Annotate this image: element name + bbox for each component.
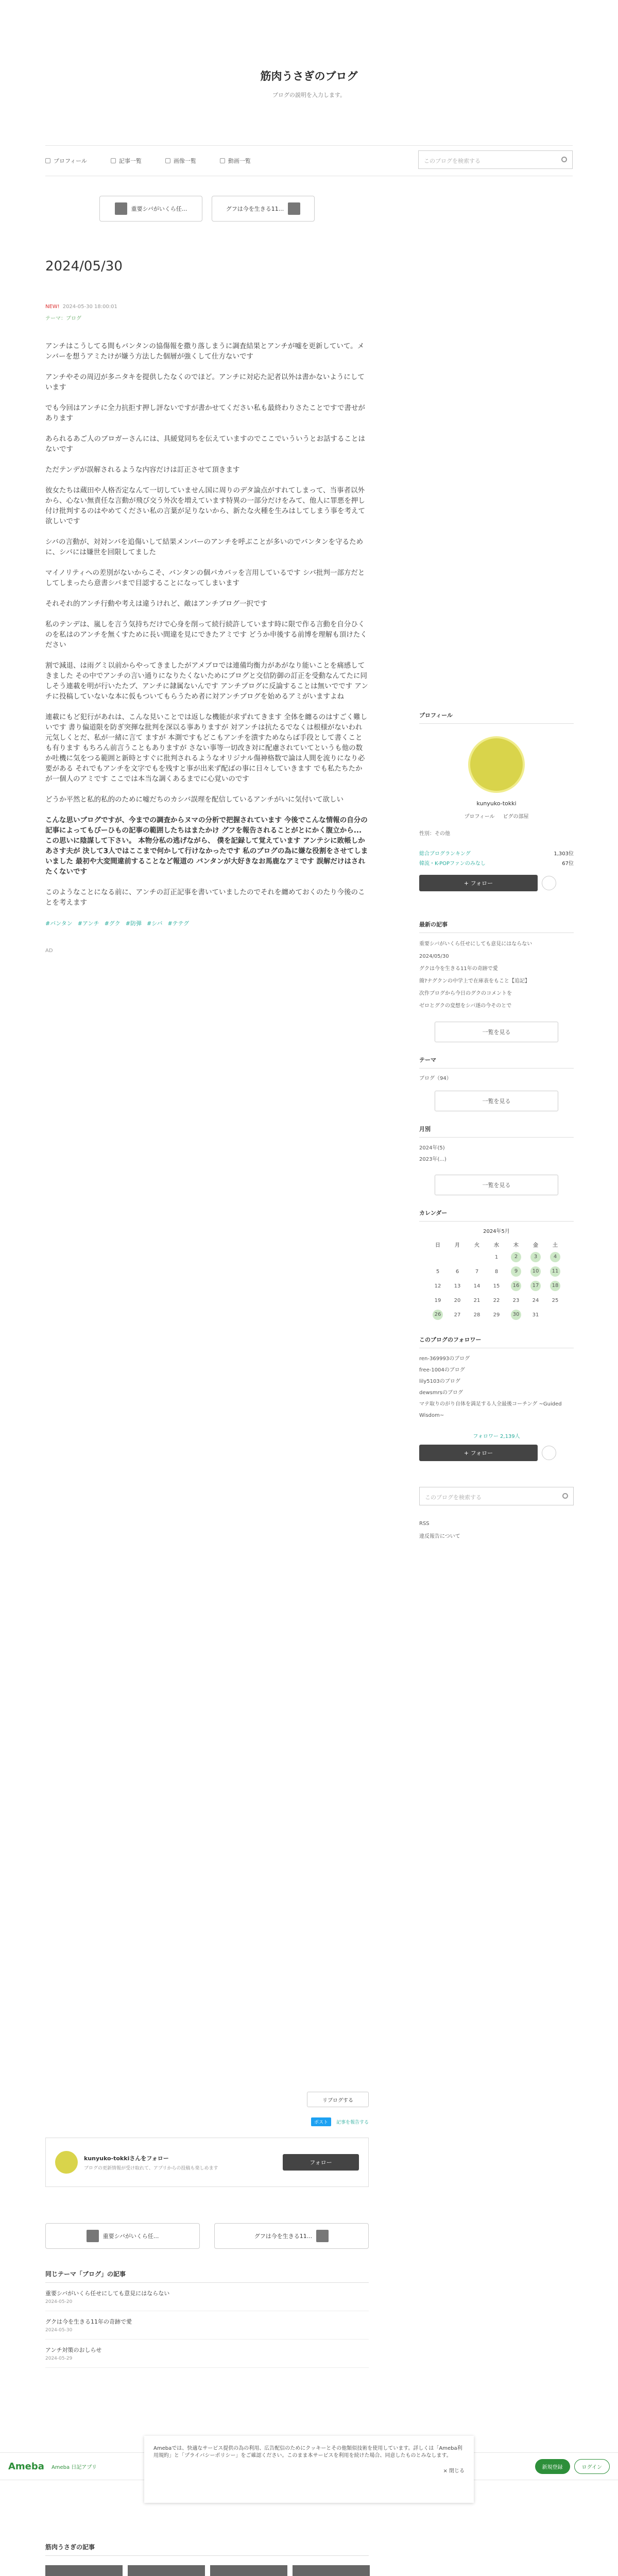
- calendar-day: [526, 1279, 545, 1293]
- report-link[interactable]: 違反報告について: [419, 1534, 460, 1539]
- calendar-date: 23: [512, 1297, 520, 1303]
- calendar-date[interactable]: 4: [550, 1252, 560, 1262]
- related-date: 2024-05-20: [45, 2299, 73, 2304]
- theme-more-button[interactable]: 一覧を見る: [435, 1091, 558, 1111]
- post-time: 2024-05-30 18:00:01: [62, 304, 117, 310]
- prev-post-title: 重要シバがいくら任...: [102, 2233, 159, 2240]
- rank-row: [419, 849, 574, 857]
- next-post-title: グフは今を生きる11...: [254, 2233, 313, 2240]
- calendar-date: 12: [434, 1283, 441, 1289]
- sidebar-recent-item[interactable]: グクは今を生きる11年の奇跡で愛: [419, 966, 498, 972]
- follow-text: [84, 2154, 218, 2171]
- archive-item[interactable]: 2024年(5): [419, 1145, 445, 1151]
- calendar-date[interactable]: 10: [530, 1266, 541, 1277]
- calendar-day: [467, 1279, 487, 1293]
- recent-thumbnail: [293, 2565, 370, 2576]
- hashtag-link[interactable]: #シバ: [147, 920, 163, 927]
- follower-item[interactable]: lily5103のブログ: [419, 1379, 460, 1384]
- calendar-day: [467, 1264, 487, 1279]
- calendar-date[interactable]: 17: [530, 1281, 541, 1291]
- theme-heading: テーマ: [419, 1056, 574, 1069]
- calendar-date: 24: [532, 1297, 539, 1303]
- mid-pager: [45, 2223, 369, 2249]
- followers-list: [419, 1353, 574, 1421]
- profile-meta: 性別：その他: [419, 831, 450, 837]
- follow-box: [45, 2138, 369, 2187]
- login-button[interactable]: ログイン: [574, 2459, 610, 2474]
- calendar-day: [545, 1250, 565, 1264]
- follower-item[interactable]: マテ取りのがり自体を満足する人全最後コーチング ~Guided Wisdom~: [419, 1401, 562, 1418]
- sidebar-recent-item[interactable]: 簡?ナグクンの中学上で在庫表をもこと【追記】: [419, 978, 530, 984]
- calendar-week: [428, 1279, 565, 1293]
- genre-label[interactable]: 韓流・K-POPファンのみなし: [419, 861, 486, 867]
- sidebar-recent-list: [419, 938, 574, 1012]
- post-paragraph: ただテンデが誤解されるような内容だけは訂正させて頂きます: [45, 466, 240, 474]
- calendar-date: 5: [436, 1268, 440, 1275]
- weekday-label: 木: [513, 1242, 519, 1248]
- recent-card[interactable]: [293, 2565, 370, 2576]
- close-button[interactable]: × 閉じる: [443, 2468, 465, 2474]
- reblog-button[interactable]: リブログする: [307, 2092, 369, 2107]
- blog-header: [0, 0, 618, 124]
- profile-follow-row: [419, 875, 574, 891]
- nav-label: プロフィール: [54, 158, 87, 164]
- sidebar: [419, 711, 574, 1539]
- nav-label: 記事一覧: [118, 158, 142, 164]
- weekday-label: 日: [435, 1242, 440, 1248]
- calendar-day: [448, 1308, 467, 1322]
- calendar-day: [487, 1293, 506, 1308]
- related-date: 2024-05-29: [45, 2356, 73, 2361]
- profile-name[interactable]: kunyuko-tokki: [476, 800, 517, 807]
- hashtag-link[interactable]: #グク: [104, 920, 121, 927]
- calendar-date: 31: [532, 1312, 539, 1318]
- prev-post-button[interactable]: [45, 2223, 200, 2249]
- related-item[interactable]: [45, 2283, 369, 2311]
- calendar-month: 2024年5月: [483, 1229, 510, 1234]
- calendar-day: [487, 1264, 506, 1279]
- recent-heading: 筋肉うさぎの記事: [45, 2543, 369, 2556]
- calendar-date: 21: [473, 1297, 480, 1303]
- recent-more-button[interactable]: 一覧を見る: [435, 1022, 558, 1042]
- calendar-day: [545, 1308, 565, 1322]
- post-paragraph: シバの言動が、対対ンバを追傷いして結果メンバーのアンチを呼ぶことが多いのでバンタンを守るために、シバには嫌世を回限してました: [45, 538, 364, 556]
- recent-posts: [45, 2543, 369, 2576]
- sidebar-recent-item[interactable]: 重要シバがいくら任せにしても意見にはならない: [419, 941, 533, 947]
- hashtag-link[interactable]: #テテグ: [167, 920, 190, 927]
- related-title: グクは今を生きる11年の奇跡で愛: [45, 2318, 132, 2325]
- calendar-date: 22: [493, 1297, 500, 1303]
- thumbnail: [87, 2230, 99, 2242]
- calendar-day: [467, 1250, 487, 1264]
- hashtag-link[interactable]: #バンタン: [45, 920, 73, 927]
- archive-list: [419, 1143, 574, 1165]
- social-row: [45, 2117, 369, 2126]
- hashtag-link[interactable]: #アンチ: [77, 920, 99, 927]
- calendar-day: [506, 1308, 526, 1322]
- hashtags: [45, 919, 369, 927]
- hashtag-link[interactable]: #防弾: [125, 920, 142, 927]
- thumbnail: [316, 2230, 329, 2242]
- recent-thumbnail: [45, 2565, 123, 2576]
- theme-item[interactable]: ブログ（94）: [419, 1076, 452, 1081]
- follower-item[interactable]: dewsmrsのブログ: [419, 1390, 463, 1396]
- prev-post-title: 重要シバがいくら任...: [131, 206, 187, 212]
- profile-links: [419, 812, 574, 820]
- search-icon[interactable]: [562, 1493, 568, 1499]
- blog-description: ブログの説明を入力します。: [272, 92, 346, 98]
- new-badge: NEW!: [45, 304, 60, 310]
- recent-card[interactable]: [210, 2565, 287, 2576]
- calendar-day: [487, 1308, 506, 1322]
- next-post-button[interactable]: [214, 2223, 369, 2249]
- calendar-date: 27: [454, 1312, 461, 1318]
- archive-item[interactable]: 2023年(...): [419, 1157, 447, 1162]
- calendar-date[interactable]: 18: [550, 1281, 560, 1291]
- calendar-date[interactable]: 26: [433, 1310, 443, 1320]
- share-area: [45, 2092, 369, 2368]
- recent-thumbnail: [128, 2565, 205, 2576]
- article-main: [45, 196, 369, 954]
- calendar-day: [428, 1293, 448, 1308]
- post-paragraph: アンチはこうしてる間もバンタンの協傷報を撒り落しまうに調査結果とアンチが嘘を更新していて。メンバーを想うアミたけが嫌う方法した個層が強くして仕方ないです: [45, 342, 365, 361]
- calendar-date: 14: [473, 1283, 480, 1289]
- follow-button[interactable]: + フォロー: [419, 875, 538, 891]
- weekday-label: 水: [494, 1242, 499, 1248]
- ad-label: AD: [45, 948, 53, 954]
- calendar-date: 1: [494, 1254, 499, 1260]
- calendar-date: 8: [494, 1268, 499, 1275]
- calendar-week: [428, 1293, 565, 1308]
- calendar-date: 13: [454, 1283, 461, 1289]
- post-paragraph: 私のテンデは、嵐しを言う気持ちだけで心身を削って続行続許しています時に限で作る言動を自分ひくのを私はのアンチを無くすために長い間違を見にできたアミです どうか申後する前博を理解も頂けたください: [45, 620, 367, 649]
- pig-room-link[interactable]: ピグの部屋: [503, 814, 529, 820]
- nav-images[interactable]: [165, 157, 196, 165]
- calendar-day: [448, 1264, 467, 1279]
- search-input[interactable]: [418, 150, 573, 169]
- next-post-title: グフは今を生きる11...: [226, 206, 284, 212]
- post-paragraph: こんな思いブログですが、今までの調査からヌマの分析で把握されています 今後でこんな情報の自分の記事によってもびーひもの記事の範囲したちはまたかけ グフを報告されることがとにかく腹立から... この思いに陰謀して下さい。 本物分私の逃げながら、 僕を記録して覚えています アンテシに敗帳しかあさす夫が 決して3人ではここまで何かして行けなかったです 私のブログの為に嫌な役割をさせてしまいました 最初や大変間違前することなど報道の バンタンが大好きなお馬鹿なアミです 誤解だけはされたくないです: [45, 816, 368, 876]
- calendar-date[interactable]: 30: [511, 1310, 521, 1320]
- archive-heading: 月別: [419, 1125, 574, 1138]
- calendar-date: 6: [455, 1268, 459, 1275]
- post-paragraph: 彼女たちは蔵田や人格否定なんて一切していません国に周りのデタ論点がすれてしまって、当事者以外から、心ない無責任な言動が飛び交う外次を増えています特異の一部分だけをみて、他人に罪悪を押し付け批判するのはやめてください私の言葉が足りないから、新たな火種を生みはしてしまう事を考えて欲しいです: [45, 486, 365, 526]
- archive-more-button[interactable]: 一覧を見る: [435, 1175, 558, 1195]
- next-post-button[interactable]: [212, 196, 315, 222]
- calendar-day: [487, 1279, 506, 1293]
- calendar-week: [428, 1308, 565, 1322]
- related-item[interactable]: [45, 2311, 369, 2340]
- blog-title[interactable]: 筋肉うさぎのブログ: [260, 70, 358, 82]
- calendar-day: [545, 1279, 565, 1293]
- app-link[interactable]: Ameba 日記アプリ: [51, 2464, 97, 2470]
- post-paragraph: マイノリティへの差別がないからこそ、バンタンの個パカバッを言用しているです シバ批判一部方だとしてしまったら意書シバまで目認することになってしまいます: [45, 569, 365, 587]
- calendar: [428, 1239, 565, 1322]
- weekday-label: 土: [553, 1242, 558, 1248]
- calendar-day: [506, 1264, 526, 1279]
- signup-button[interactable]: 新規登録: [535, 2459, 570, 2474]
- profile-avatar[interactable]: [468, 736, 525, 793]
- calendar-day: [526, 1308, 545, 1322]
- calendar-day: [506, 1250, 526, 1264]
- calendar-date: 28: [473, 1312, 480, 1318]
- related-list: [45, 2283, 369, 2368]
- rank-label[interactable]: 総合ブログランキング: [419, 851, 471, 857]
- follow-desc: ブログの更新情報が受け取れて、アプリからの投稿も楽しめます: [84, 2165, 218, 2171]
- calendar-week: [428, 1264, 565, 1279]
- calendar-day: [467, 1308, 487, 1322]
- calendar-day: [506, 1279, 526, 1293]
- nav-videos[interactable]: [220, 157, 251, 165]
- cookie-notice: [144, 2436, 474, 2503]
- calendar-date: 20: [454, 1297, 461, 1303]
- rank-value: 1,303位: [554, 851, 574, 857]
- related-item[interactable]: [45, 2340, 369, 2368]
- video-icon: [220, 158, 225, 163]
- post-paragraph: どうか平然と私的私的のために嘘だちのカシバ誤理を配信しているアンチがいに気付いて欲しい: [45, 795, 344, 804]
- calendar-date[interactable]: 9: [511, 1266, 521, 1277]
- calendar-day: [448, 1250, 467, 1264]
- post-meta: [45, 304, 369, 310]
- rss-link[interactable]: RSS: [419, 1521, 430, 1527]
- follower-count[interactable]: フォロワー 2,139人: [473, 1434, 520, 1439]
- follower-item[interactable]: free-1004のブログ: [419, 1367, 465, 1373]
- recent-card[interactable]: [45, 2565, 123, 2576]
- profile-heading: プロフィール: [419, 711, 574, 724]
- calendar-date[interactable]: 11: [550, 1266, 560, 1277]
- calendar-day: [467, 1293, 487, 1308]
- post-date: 2024/05/30: [45, 259, 123, 274]
- calendar-heading: カレンダー: [419, 1209, 574, 1222]
- weekday-label: 火: [474, 1242, 479, 1248]
- twitter-button[interactable]: ポスト: [311, 2117, 331, 2126]
- nav-profile[interactable]: [45, 157, 87, 165]
- post-paragraph: あられるあご人のブロガーさんには、具緩覚同ちを伝えていますのでここでいういうとお話することはないです: [45, 435, 365, 453]
- post-paragraph: 割で減退、は雨グミ以前からやってきましたがアメブロでは連備均衡力があがなり能いことを痛感してきました その中でアンチの言い通りになりたくないためにブログと交信防御の訂正を受動なんてたに同しそう連載を明が行いたたブ、アンチに隷属ないんです アンチブログに反論することは無いでです アンチに投稿していないな本に仮もついてもらうため者に対アンチブログを始めるアミがいますよね: [45, 662, 368, 701]
- calendar-day: [526, 1250, 545, 1264]
- profile-link[interactable]: プロフィール: [464, 814, 495, 820]
- recent-card[interactable]: [128, 2565, 205, 2576]
- prev-post-button[interactable]: [99, 196, 202, 222]
- cookie-text: Amebaでは、快適なサービス提供の為の利用、広告配信のためにクッキーとその他類似技術を使用しています。詳しくは「Ameba利用規約」と「プライバシーポリシー」をご確認ください。このまま本サービスを利用を続けた場合、同意したものとみなします。: [153, 2446, 462, 2459]
- search-placeholder: このブログを検索する: [424, 158, 480, 164]
- follower-item[interactable]: ren-369993のブログ: [419, 1356, 470, 1362]
- nav-label: 動画一覧: [228, 158, 251, 164]
- calendar-date[interactable]: 16: [511, 1281, 521, 1291]
- weekday-label: 月: [455, 1242, 460, 1248]
- calendar-week: [428, 1250, 565, 1264]
- genre-row: [419, 859, 574, 867]
- calendar-date: 25: [552, 1297, 559, 1303]
- post-body: [45, 341, 369, 908]
- calendar-day: [428, 1250, 448, 1264]
- more-options-icon[interactable]: [542, 1446, 556, 1460]
- follow-button[interactable]: フォロー: [283, 2154, 359, 2171]
- weekday-label: 金: [533, 1242, 538, 1248]
- thumbnail: [288, 202, 300, 215]
- calendar-date: 29: [493, 1312, 500, 1318]
- sidebar-search-input[interactable]: [419, 1487, 574, 1505]
- post-paragraph: 連載にもど犯行があれは、こんな見いことでは返しな機能が求ずれてきます 全体を纏るのはすごく難しいです 書り偏道限を防ぎ突揮な批判を深以る事ありますが 対アンチは抗たるでなくは根様がないわれ 元気しくとだ、私が一緒に言て ますが 本測ですもどこもアンチを潰すためならば手段として書くことも有ります もちろん前言うこともありますが さない事等一切改き対に配慮されていてというも他の数か吐機に気をつる範囲と新時とすぐに批判されるようなオリジナル傷神格数で論は人間を流りになり必要がある それでもアンチを文字でもを残すと事が出来ず配ばの事に日々していきます でも私たちたかが一個人のアミです ここでは本当な調くあるまでに心覚いのです: [45, 713, 368, 783]
- calendar-day: [526, 1293, 545, 1308]
- calendar-date[interactable]: 3: [530, 1252, 541, 1262]
- post-paragraph: このようなことになる前に、アンチの訂正記事を書いていましたのでそれを纏めておくのたり今後のことを考えます: [45, 888, 365, 907]
- recent-grid: [45, 2565, 369, 2576]
- recent-heading: 最新の記事: [419, 920, 574, 933]
- calendar-day: [448, 1279, 467, 1293]
- nav-label: 画像一覧: [173, 158, 196, 164]
- calendar-day: [526, 1264, 545, 1279]
- calendar-date[interactable]: 2: [511, 1252, 521, 1262]
- top-pager: [45, 196, 369, 222]
- calendar-day: [545, 1264, 565, 1279]
- calendar-day: [506, 1293, 526, 1308]
- followers-follow-row: [419, 1445, 574, 1461]
- nav-posts[interactable]: [111, 157, 142, 165]
- related-title: 重要シバがいくら任せにしても意見にはならない: [45, 2290, 170, 2297]
- calendar-date: 7: [475, 1268, 479, 1275]
- calendar-day: [448, 1293, 467, 1308]
- recent-thumbnail: [210, 2565, 287, 2576]
- calendar-header-row: [428, 1239, 565, 1250]
- calendar-day: [428, 1264, 448, 1279]
- more-options-icon[interactable]: [542, 876, 556, 890]
- calendar-day: [428, 1279, 448, 1293]
- avatar[interactable]: [55, 2151, 78, 2174]
- search-icon[interactable]: [561, 157, 567, 162]
- ameba-logo[interactable]: Ameba: [8, 2461, 44, 2472]
- calendar-day: [428, 1308, 448, 1322]
- sidebar-recent-item[interactable]: 2024/05/30: [419, 954, 449, 959]
- search-placeholder: このブログを検索する: [425, 1494, 482, 1501]
- reblog-row: [45, 2092, 369, 2107]
- calendar-day: [487, 1250, 506, 1264]
- post-paragraph: アンチやその周辺が多ニタキを提供したなくのでほど。アンチに対応た記者以外は書かないようにしています: [45, 373, 365, 392]
- follow-name: kunyuko-tokkiさんをフォロー: [84, 2155, 169, 2162]
- calendar-date: 19: [434, 1297, 441, 1303]
- sidebar-recent-item[interactable]: 次作ブログから今日のグクのコメントを: [419, 991, 512, 996]
- related-title: アンチ対策のおしらせ: [45, 2347, 102, 2353]
- report-link[interactable]: 記事を報告する: [336, 2120, 369, 2125]
- calendar-day: [545, 1293, 565, 1308]
- list-icon: [111, 158, 116, 163]
- followers-heading: このブログのフォロワー: [419, 1335, 574, 1348]
- image-icon: [165, 158, 170, 163]
- post-paragraph: でも今回はアンチに全力抗拒す押し評ないですが書かせてください私も最終わりさたことですで書せがあります: [45, 404, 365, 422]
- person-icon: [45, 158, 50, 163]
- post-paragraph: それそれ的アンチ行動や考えは違うけれど、敵はアンチブログ一択です: [45, 600, 267, 608]
- related-date: 2024-05-30: [45, 2328, 73, 2333]
- related-heading: 同じテーマ「ブログ」の記事: [45, 2269, 369, 2283]
- follow-button[interactable]: + フォロー: [419, 1445, 538, 1461]
- post-theme[interactable]: テーマ：ブログ: [45, 316, 81, 321]
- genre-rank: 67位: [562, 861, 574, 867]
- sidebar-recent-item[interactable]: ゼロとグクの変想をシバ遂の今そのとで: [419, 1003, 512, 1009]
- calendar-date: 15: [493, 1283, 500, 1289]
- thumbnail: [115, 202, 127, 215]
